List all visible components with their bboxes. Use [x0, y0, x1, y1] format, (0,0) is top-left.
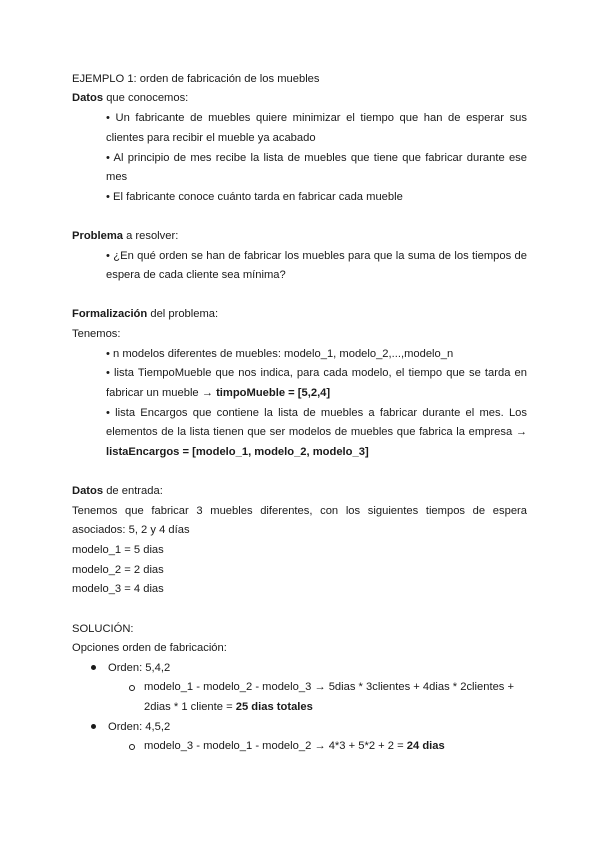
entrada-paragraph-line-1: Tenemos que fabricar 3 muebles diferentes, con los siguientes tiempos de espera [72, 505, 527, 517]
orden-2-total: 24 dias [406, 740, 445, 752]
entrada-modelo-3: modelo_3 = 4 dias [72, 583, 164, 595]
lista-encargos-value: listaEncargos = [modelo_1, modelo_2, modelo_3] [106, 446, 369, 458]
solucion-opciones: Opciones orden de fabricación: [72, 642, 227, 654]
orden-1-line-2 [144, 700, 313, 714]
entrada-heading-bold: Datos [72, 485, 104, 497]
datos-bullet-3: • El fabricante conoce cuánto tarda en fabricar cada mueble [106, 191, 403, 203]
datos-bullet-2-line-1: • Al principio de mes recibe la lista de muebles que tiene que fabricar durante ese [106, 152, 527, 164]
datos-bullet-2-line-2: mes [106, 171, 128, 183]
datos-heading-rest: que conocemos: [103, 92, 189, 104]
problema-question-line-2: espera de cada cliente sea mínima? [106, 269, 286, 281]
entrada-paragraph-line-2: asociados: 5, 2 y 4 días [72, 524, 190, 536]
problema-heading [72, 229, 178, 243]
tiempo-mueble-value: timpoMueble = [5,2,4] [216, 387, 331, 399]
datos-bullet-1-line-1: • Un fabricante de muebles quiere minimizar el tiempo que han de esperar sus [106, 112, 527, 124]
orden-1-label: Orden: 5,4,2 [108, 662, 171, 674]
bullet-ring-icon [129, 744, 135, 750]
document-title: EJEMPLO 1: orden de fabricación de los muebles [72, 73, 320, 85]
orden-1-line-2-text: 2dias * 1 cliente = [144, 701, 236, 713]
orden-2-label: Orden: 4,5,2 [108, 721, 171, 733]
formalizacion-heading-bold: Formalización [72, 308, 148, 320]
formalizacion-heading [72, 307, 218, 321]
entrada-heading-rest: de entrada: [103, 485, 163, 497]
orden-2-line-1 [144, 739, 445, 753]
bullet-dot-icon [91, 665, 96, 670]
formalizacion-bullet-3-line-3 [106, 445, 369, 459]
bullet-dot-icon [91, 724, 96, 729]
entrada-modelo-2: modelo_2 = 2 dias [72, 564, 164, 576]
entrada-heading [72, 484, 163, 498]
solucion-heading: SOLUCIÓN: [72, 623, 134, 635]
formalizacion-heading-rest: del problema: [147, 308, 219, 320]
problema-heading-bold: Problema [72, 230, 123, 242]
problema-question-line-1: • ¿En qué orden se han de fabricar los muebles para que la suma de los tiempos de [106, 250, 527, 262]
entrada-modelo-1: modelo_1 = 5 dias [72, 544, 164, 556]
orden-1-line-1: modelo_1 - modelo_2 - modelo_3 → 5dias * 3clientes + 4dias * 2clientes + [144, 681, 515, 693]
formalizacion-bullet-2-line-2 [106, 386, 330, 400]
formalizacion-bullet-2-line-1: • lista TiempoMueble que nos indica, para cada modelo, el tiempo que se tarda en [106, 367, 527, 379]
datos-heading-bold: Datos [72, 92, 104, 104]
orden-2-line-1-text: modelo_3 - modelo_1 - modelo_2 → 4*3 + 5*2 + 2 = [144, 740, 407, 752]
formalizacion-bullet-3-line-1: • lista Encargos que contiene la lista de muebles a fabricar durante el mes. Los [106, 407, 527, 419]
f2-line-2-text: fabricar un mueble → [106, 387, 217, 399]
bullet-ring-icon [129, 685, 135, 691]
formalizacion-bullet-3-line-2: elementos de la lista tienen que ser modelos de muebles que fabrica la empresa → [106, 426, 527, 438]
datos-bullet-1-line-2: clientes para recibir el mueble ya acabado [106, 132, 316, 144]
problema-heading-rest: a resolver: [122, 230, 179, 242]
formalizacion-bullet-1: • n modelos diferentes de muebles: modelo_1, modelo_2,...,modelo_n [106, 348, 454, 360]
datos-heading [72, 91, 188, 105]
orden-1-total: 25 dias totales [235, 701, 313, 713]
formalizacion-tenemos: Tenemos: [72, 328, 121, 340]
